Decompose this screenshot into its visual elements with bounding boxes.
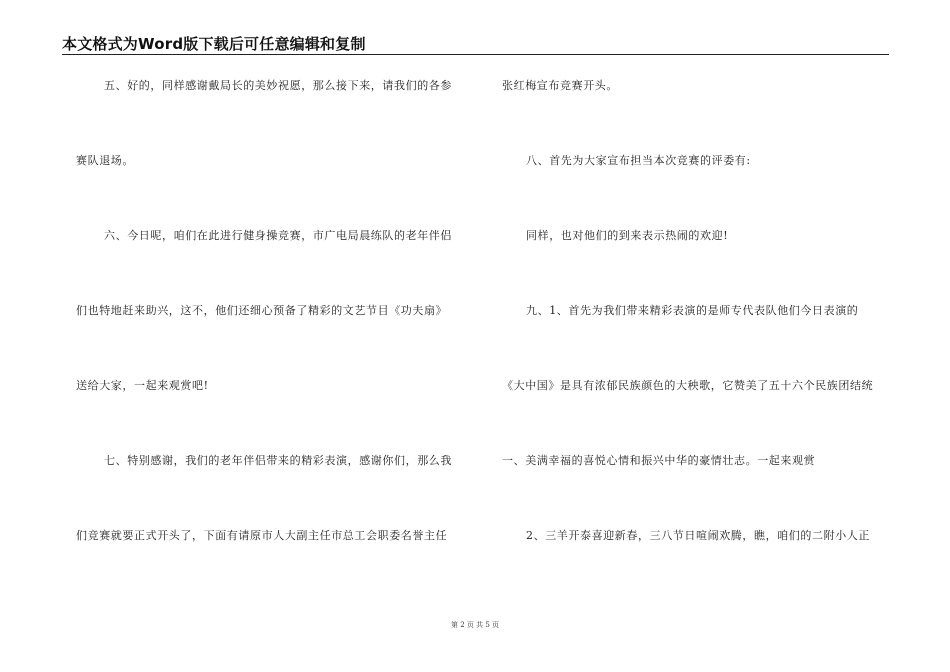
left-line-2: 赛队退场。 xyxy=(76,154,134,167)
page-header-title: 本文格式为Word版下载后可任意编辑和复制 xyxy=(62,35,366,53)
right-line-6: 一、美满幸福的喜悦心情和振兴中华的豪情壮志。一起来观赏 xyxy=(502,454,816,467)
header-divider xyxy=(62,54,889,55)
right-line-4: 九、1、首先为我们带来精彩表演的是师专代表队他们今日表演的 xyxy=(526,304,859,317)
left-line-1: 五、好的，同样感谢戴局长的美妙祝愿，那么接下来，请我们的各参 xyxy=(104,79,452,92)
left-line-5: 送给大家，一起来观赏吧! xyxy=(76,379,209,392)
right-line-7: 2、三羊开泰喜迎新春，三八节日喧闹欢腾，瞧，咱们的二附小人正 xyxy=(526,529,870,542)
left-line-3: 六、今日呢，咱们在此进行健身操竞赛，市广电局晨练队的老年伴侣 xyxy=(104,229,452,242)
left-line-6: 七、特别感谢，我们的老年伴侣带来的精彩表演，感谢你们，那么我 xyxy=(104,454,452,467)
right-line-5: 《大中国》是具有浓郁民族颜色的大秧歌，它赞美了五十六个民族团结统 xyxy=(502,379,874,392)
right-line-2: 八、首先为大家宣布担当本次竞赛的评委有: xyxy=(526,154,751,167)
page-number-footer: 第 2 页 共 5 页 xyxy=(450,621,500,629)
left-line-4: 们也特地赶来助兴，这不，他们还细心预备了精彩的文艺节目《功夫扇》 xyxy=(76,304,448,317)
left-line-7: 们竞赛就要正式开头了，下面有请原市人大副主任市总工会职委名誉主任 xyxy=(76,529,448,542)
right-line-1: 张红梅宣布竞赛开头。 xyxy=(502,79,618,92)
right-line-3: 同样，也对他们的到来表示热闹的欢迎! xyxy=(526,229,729,242)
